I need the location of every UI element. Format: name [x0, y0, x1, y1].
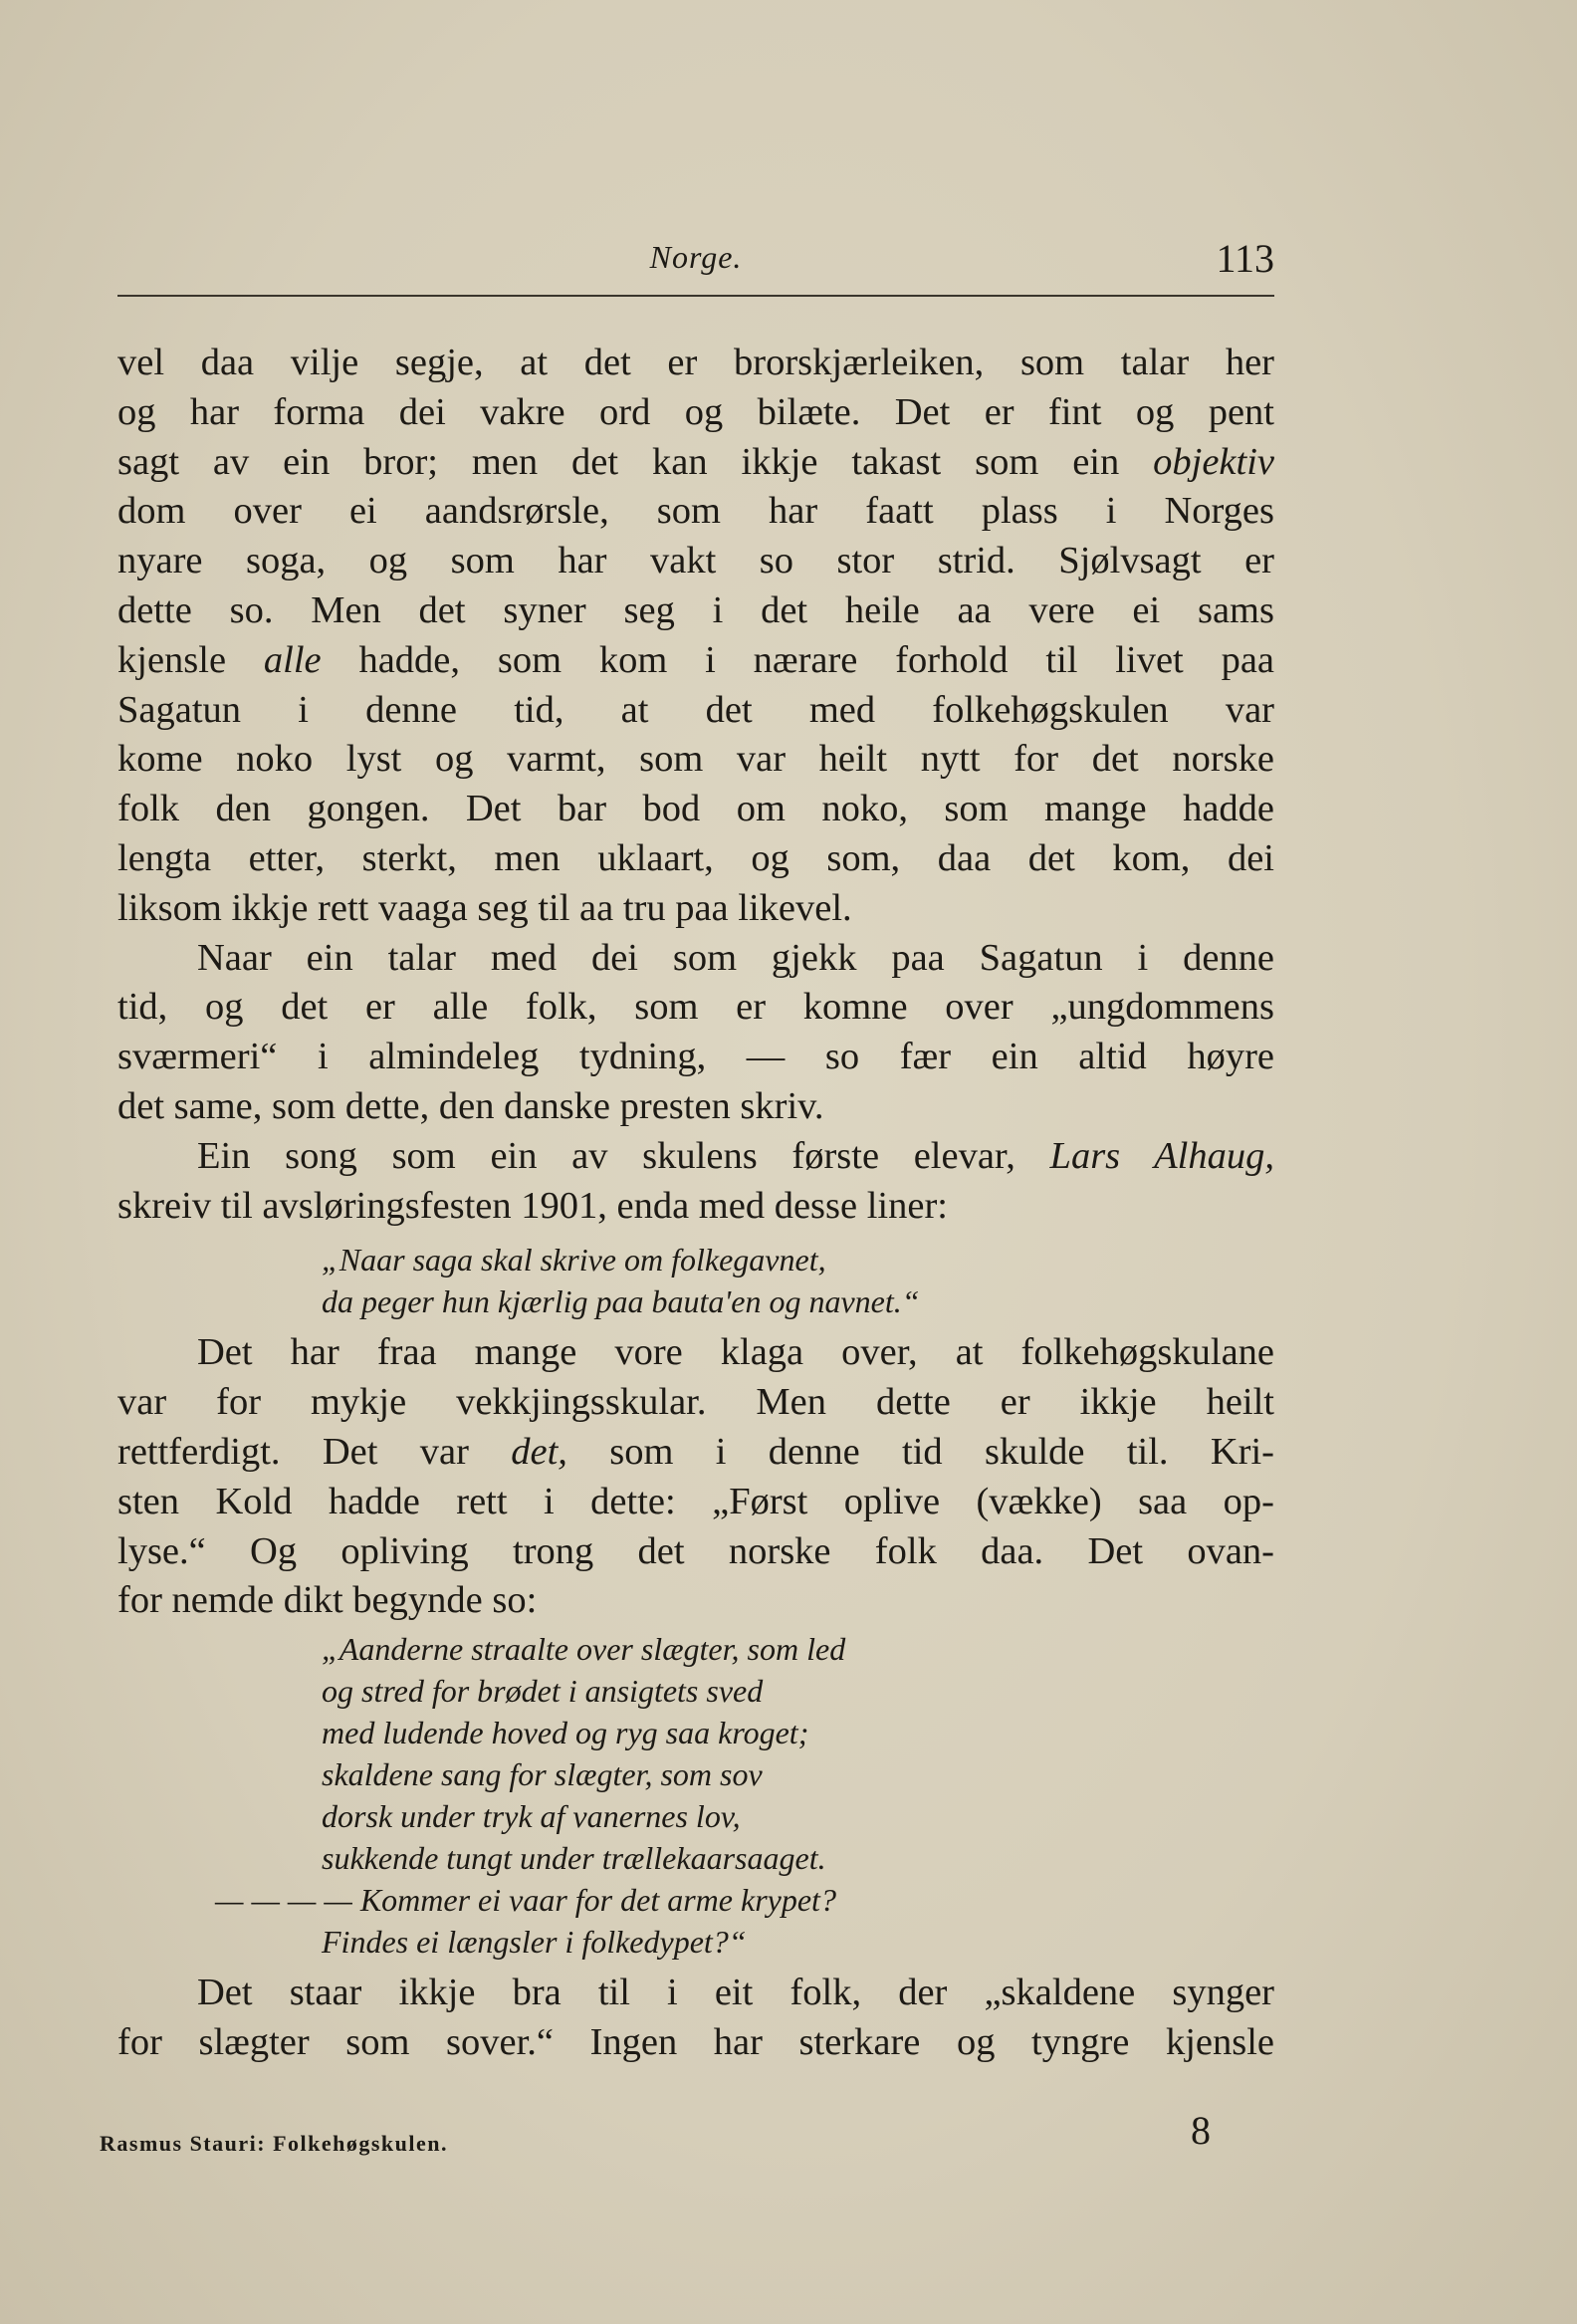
text-line: for nemde dikt begynde so:	[117, 1579, 538, 1622]
printer-signature: Rasmus Stauri: Folkehøgskulen.	[100, 2131, 449, 2156]
verse-line: med ludende hoved og ryg saa kroget;	[322, 1715, 809, 1751]
emphasis-det: det,	[511, 1430, 567, 1473]
verse-line: skaldene sang for slægter, som sov	[322, 1756, 763, 1793]
text-line: Sagatun i denne tid, at det med folkehøgskulen var	[117, 688, 1274, 731]
text-line: nyare soga, og som har vakt so stor strid. Sjølvsagt er	[117, 540, 1274, 582]
page-header	[117, 235, 1274, 297]
text-line: folk den gongen. Det bar bod om noko, som mange hadde	[117, 788, 1274, 830]
text-span: Ein song som ein av skulens første elevar,	[197, 1134, 1050, 1177]
text-line: dom over ei aandsrørsle, som har faatt plass i Norges	[117, 490, 1274, 533]
verse-line: sukkende tungt under trællekaarsaaget.	[322, 1840, 826, 1877]
text-span: hadde, som kom i nærare forhold til livet paa	[321, 638, 1274, 681]
text-span: som i denne tid skulde til. Kri-	[566, 1430, 1274, 1473]
text-line: det same, som dette, den danske presten skriv.	[117, 1084, 824, 1127]
verse-line: Findes ei længsler i folkedypet?“	[322, 1924, 747, 1961]
text-line: dette so. Men det syner seg i det heile aa vere ei sams	[117, 588, 1274, 631]
sheet-number: 8	[1191, 2108, 1211, 2153]
page-number: 113	[1216, 236, 1274, 281]
text-line: sten Kold hadde rett i dette: „Først oplive (vække) saa op-	[117, 1480, 1274, 1522]
verse-line: dorsk under tryk af vanernes lov,	[322, 1798, 741, 1835]
text-line: og har forma dei vakre ord og bilæte. Det er fint og pent	[117, 390, 1274, 433]
text-line: Det staar ikkje bra til i eit folk, der „skaldene synger	[197, 1972, 1274, 2014]
text-line	[117, 636, 1274, 686]
emphasis-alle: alle	[263, 638, 322, 681]
text-line: Naar ein talar med dei som gjekk paa Sagatun i denne	[197, 936, 1274, 979]
text-span: rettferdigt. Det var	[117, 1430, 512, 1473]
verse-line: og stred for brødet i ansigtets sved	[322, 1673, 764, 1710]
text-line	[117, 438, 1274, 488]
text-line: vel daa vilje segje, at det er brorskjærleiken, som talar her	[117, 342, 1274, 383]
verse-line: „Naar saga skal skrive om folkegavnet,	[322, 1242, 826, 1278]
text-line	[117, 1428, 1274, 1478]
text-line: tid, og det er alle folk, som er komne over „ungdommens	[117, 986, 1274, 1029]
body-text	[117, 339, 1274, 2068]
running-head: Norge.	[649, 239, 743, 275]
text-line: skreiv til avsløringsfesten 1901, enda med desse liner:	[117, 1184, 948, 1227]
text-line: Det har fraa mange vore klaga over, at folkehøgskulane	[197, 1331, 1274, 1374]
verse-quote-1	[117, 1239, 1274, 1322]
verse-line: da peger hun kjærlig paa bauta'en og navnet.“	[322, 1283, 920, 1320]
text-span: kjensle	[117, 638, 264, 681]
verse-quote-2	[117, 1628, 1274, 1963]
text-span: sagt av ein bror; men det kan ikkje takast som ein	[117, 440, 1154, 483]
text-line: for slægter som sover.“ Ingen har sterkare og tyngre kjensle	[117, 2020, 1274, 2063]
text-line: kome noko lyst og varmt, som var heilt nytt for det norske	[117, 738, 1274, 781]
verse-line: — — — — Kommer ei vaar for det arme krypet?	[215, 1882, 836, 1919]
text-line: sværmeri“ i almindeleg tydning, — so fær ein altid høyre	[117, 1036, 1274, 1078]
text-line	[117, 1132, 1274, 1182]
emphasis-objektiv: objektiv	[1153, 440, 1274, 483]
verse-line: „Aanderne straalte over slægter, som led	[322, 1631, 846, 1668]
text-line: lengta etter, sterkt, men uklaart, og som, daa det kom, dei	[117, 836, 1274, 879]
text-line: var for mykje vekkjingsskular. Men dette er ikkje heilt	[117, 1381, 1274, 1424]
text-line: lyse.“ Og opliving trong det norske folk daa. Det ovan-	[117, 1529, 1274, 1572]
author-name: Lars Alhaug,	[1049, 1134, 1274, 1177]
text-line: liksom ikkje rett vaaga seg til aa tru paa likevel.	[117, 886, 852, 929]
